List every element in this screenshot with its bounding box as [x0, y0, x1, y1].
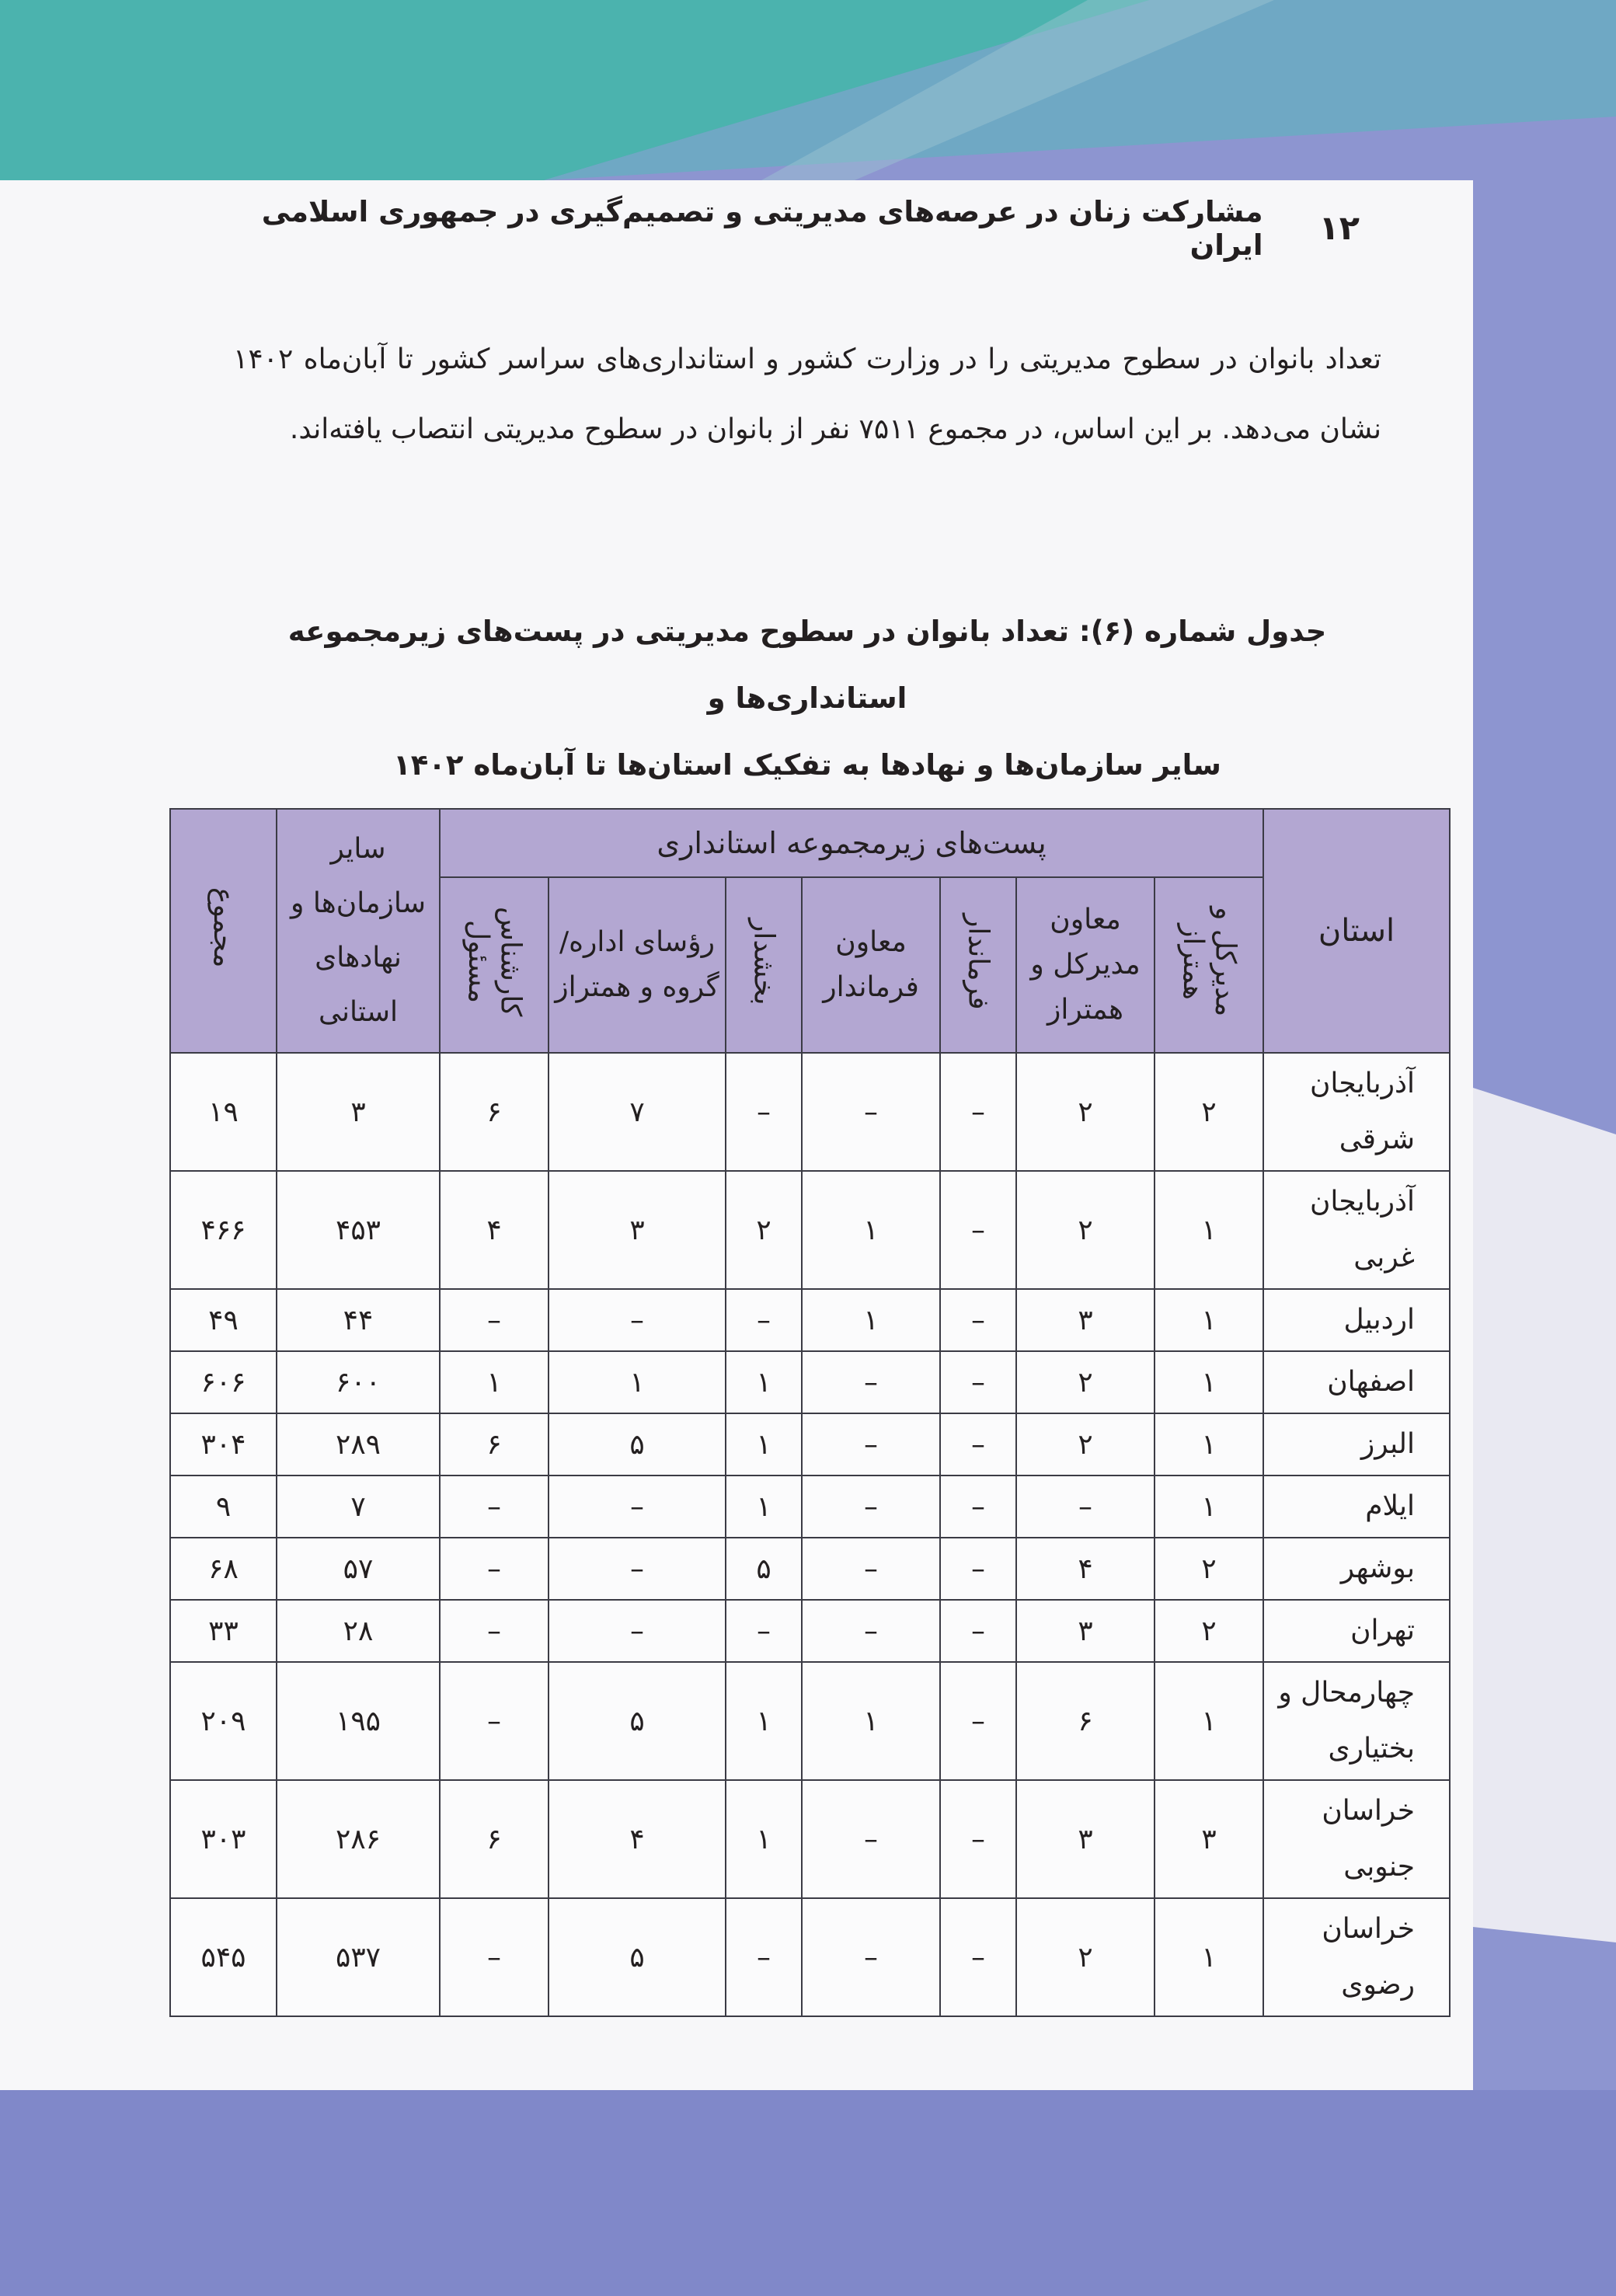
cell-district-governor: ۱ — [726, 1351, 802, 1413]
cell-director-general: ۲ — [1155, 1538, 1263, 1600]
cell-deputy-governor: – — [802, 1898, 940, 2016]
cell-district-governor: ۱ — [726, 1476, 802, 1538]
table-row — [170, 1289, 1450, 1351]
table-row — [170, 1780, 1450, 1898]
cell-heads: ۳ — [549, 1171, 726, 1289]
cell-heads: ۱ — [549, 1351, 726, 1413]
cell-other-orgs: ۶۰۰ — [277, 1351, 440, 1413]
header-heads: رؤسای اداره/ گروه و همتراز — [549, 877, 726, 1053]
cell-district-governor: ۵ — [726, 1538, 802, 1600]
cell-governor: – — [940, 1600, 1016, 1662]
cell-deputy-governor: – — [802, 1476, 940, 1538]
cell-governor: – — [940, 1171, 1016, 1289]
cell-district-governor: ۱ — [726, 1662, 802, 1780]
cell-governor: – — [940, 1476, 1016, 1538]
cell-director-general: ۱ — [1155, 1898, 1263, 2016]
cell-expert: – — [440, 1476, 549, 1538]
cell-heads: – — [549, 1600, 726, 1662]
cell-other-orgs: ۷ — [277, 1476, 440, 1538]
header-director-general — [1155, 877, 1263, 1053]
header-district-governor — [726, 877, 802, 1053]
cell-heads: ۴ — [549, 1780, 726, 1898]
header-province: استان — [1263, 809, 1450, 1053]
cell-province: چهارمحال و بختیاری — [1263, 1662, 1450, 1780]
cell-expert: – — [440, 1289, 549, 1351]
cell-province: اردبیل — [1263, 1289, 1450, 1351]
cell-district-governor: – — [726, 1053, 802, 1171]
cell-expert: ۴ — [440, 1171, 549, 1289]
cell-deputy-governor: ۱ — [802, 1171, 940, 1289]
cell-other-orgs: ۴۴ — [277, 1289, 440, 1351]
header-other-orgs: سایر سازمان‌ها و نهادهای استانی — [277, 809, 440, 1053]
cell-expert: – — [440, 1600, 549, 1662]
cell-province: اصفهان — [1263, 1351, 1450, 1413]
caption-line-1: جدول شماره (۶): تعداد بانوان در سطوح مدیریتی در پست‌های زیرمجموعه استانداری‌ها و — [287, 615, 1327, 715]
cell-total: ۳۳ — [170, 1600, 277, 1662]
cell-expert: ۶ — [440, 1780, 549, 1898]
cell-district-governor: ۱ — [726, 1413, 802, 1476]
cell-director-general: ۳ — [1155, 1780, 1263, 1898]
cell-province: بوشهر — [1263, 1538, 1450, 1600]
cell-total: ۱۹ — [170, 1053, 277, 1171]
table-row — [170, 1538, 1450, 1600]
header-district-governor-label: بخشدار — [747, 918, 780, 1005]
cell-heads: ۷ — [549, 1053, 726, 1171]
cell-governor: – — [940, 1351, 1016, 1413]
cell-district-governor: – — [726, 1600, 802, 1662]
cell-governor: – — [940, 1413, 1016, 1476]
cell-deputy-governor: – — [802, 1351, 940, 1413]
managers-table — [169, 808, 1451, 2017]
cell-director-general: ۱ — [1155, 1289, 1263, 1351]
cell-deputy-director-general: ۶ — [1016, 1662, 1155, 1780]
cell-heads: ۵ — [549, 1662, 726, 1780]
cell-province: آذربایجان شرقی — [1263, 1053, 1450, 1171]
cell-deputy-director-general: ۳ — [1016, 1289, 1155, 1351]
cell-expert: – — [440, 1898, 549, 2016]
cell-heads: – — [549, 1476, 726, 1538]
cell-deputy-director-general: ۲ — [1016, 1053, 1155, 1171]
cell-province: خراسان رضوی — [1263, 1898, 1450, 2016]
cell-director-general: ۱ — [1155, 1476, 1263, 1538]
table-row — [170, 1171, 1450, 1289]
cell-deputy-director-general: ۲ — [1016, 1171, 1155, 1289]
header-group-subordinate-posts: پست‌های زیرمجموعه استانداری — [440, 809, 1263, 877]
intro-paragraph: تعداد بانوان در سطوح مدیریتی را در وزارت کشور و استانداری‌های سراسر کشور تا آبان‌ماه ۱۴۰۲ نشان می‌دهد. بر این اساس، در مجموع ۷۵۱۱ نفر از بانوان در سطوح مدیریتی انتصاب یافته‌اند. — [233, 343, 1381, 445]
cell-heads: – — [549, 1538, 726, 1600]
table-row — [170, 1600, 1450, 1662]
cell-deputy-governor: – — [802, 1600, 940, 1662]
running-title: مشارکت زنان در عرصه‌های مدیریتی و تصمیم‌گیری در جمهوری اسلامی ایران — [261, 195, 1263, 262]
header-expert-label: کارشناس مسئول — [462, 906, 527, 1017]
cell-total: ۳۰۴ — [170, 1413, 277, 1476]
header-director-general-label: مدیرکل و همتراز — [1177, 906, 1242, 1017]
cell-district-governor: ۲ — [726, 1171, 802, 1289]
cell-heads: ۵ — [549, 1898, 726, 2016]
table-row — [170, 1898, 1450, 2016]
cell-province: تهران — [1263, 1600, 1450, 1662]
cell-expert: ۶ — [440, 1053, 549, 1171]
cell-district-governor: ۱ — [726, 1780, 802, 1898]
cell-deputy-director-general: ۲ — [1016, 1413, 1155, 1476]
cell-governor: – — [940, 1538, 1016, 1600]
cell-heads: ۵ — [549, 1413, 726, 1476]
cell-total: ۹ — [170, 1476, 277, 1538]
cell-deputy-governor: – — [802, 1780, 940, 1898]
cell-director-general: ۱ — [1155, 1351, 1263, 1413]
table-row — [170, 1053, 1450, 1171]
cell-director-general: ۲ — [1155, 1053, 1263, 1171]
table-row — [170, 1351, 1450, 1413]
cell-total: ۵۴۵ — [170, 1898, 277, 2016]
header-governor — [940, 877, 1016, 1053]
cell-deputy-governor: ۱ — [802, 1662, 940, 1780]
header-expert — [440, 877, 549, 1053]
cell-other-orgs: ۱۹۵ — [277, 1662, 440, 1780]
cell-governor: – — [940, 1898, 1016, 2016]
cell-expert: – — [440, 1662, 549, 1780]
cell-total: ۶۰۶ — [170, 1351, 277, 1413]
cell-province: آذربایجان غربی — [1263, 1171, 1450, 1289]
cell-other-orgs: ۲۸۶ — [277, 1780, 440, 1898]
cell-deputy-director-general: ۳ — [1016, 1780, 1155, 1898]
cell-expert: ۱ — [440, 1351, 549, 1413]
header-total-label: مجموع — [207, 887, 240, 968]
cell-other-orgs: ۳ — [277, 1053, 440, 1171]
cell-governor: – — [940, 1662, 1016, 1780]
cell-other-orgs: ۲۸۹ — [277, 1413, 440, 1476]
cell-total: ۳۰۳ — [170, 1780, 277, 1898]
cell-director-general: ۲ — [1155, 1600, 1263, 1662]
header-governor-label: فرماندار — [962, 913, 994, 1010]
cell-governor: – — [940, 1780, 1016, 1898]
cell-other-orgs: ۵۷ — [277, 1538, 440, 1600]
cell-district-governor: – — [726, 1898, 802, 2016]
cell-province: ایلام — [1263, 1476, 1450, 1538]
cell-deputy-director-general: ۲ — [1016, 1898, 1155, 2016]
cell-governor: – — [940, 1289, 1016, 1351]
cell-other-orgs: ۴۵۳ — [277, 1171, 440, 1289]
cell-director-general: ۱ — [1155, 1413, 1263, 1476]
page-header — [233, 195, 1360, 262]
cell-deputy-director-general: ۳ — [1016, 1600, 1155, 1662]
cell-other-orgs: ۵۳۷ — [277, 1898, 440, 2016]
cell-total: ۲۰۹ — [170, 1662, 277, 1780]
header-deputy-director-general: معاون مدیرکل و همتراز — [1016, 877, 1155, 1053]
table-row — [170, 1413, 1450, 1476]
cell-governor: – — [940, 1053, 1016, 1171]
cell-other-orgs: ۲۸ — [277, 1600, 440, 1662]
caption-line-2: سایر سازمان‌ها و نهادها به تفکیک استان‌ها تا آبان‌ماه ۱۴۰۲ — [393, 748, 1221, 782]
table-row — [170, 1662, 1450, 1780]
cell-deputy-director-general: ۲ — [1016, 1351, 1155, 1413]
cell-director-general: ۱ — [1155, 1171, 1263, 1289]
cell-deputy-governor: – — [802, 1538, 940, 1600]
page-number: ۱۲ — [1318, 209, 1360, 248]
table-row — [170, 1476, 1450, 1538]
cell-total: ۴۹ — [170, 1289, 277, 1351]
cell-deputy-governor: ۱ — [802, 1289, 940, 1351]
cell-expert: – — [440, 1538, 549, 1600]
cell-total: ۴۶۶ — [170, 1171, 277, 1289]
cell-total: ۶۸ — [170, 1538, 277, 1600]
cell-deputy-director-general: ۴ — [1016, 1538, 1155, 1600]
header-total — [170, 809, 277, 1053]
cell-heads: – — [549, 1289, 726, 1351]
cell-deputy-director-general: – — [1016, 1476, 1155, 1538]
cell-province: البرز — [1263, 1413, 1450, 1476]
cell-district-governor: – — [726, 1289, 802, 1351]
cell-province: خراسان جنوبی — [1263, 1780, 1450, 1898]
header-deputy-governor: معاون فرماندار — [802, 877, 940, 1053]
cell-deputy-governor: – — [802, 1413, 940, 1476]
cell-expert: ۶ — [440, 1413, 549, 1476]
cell-director-general: ۱ — [1155, 1662, 1263, 1780]
cell-deputy-governor: – — [802, 1053, 940, 1171]
table-caption — [233, 598, 1381, 799]
